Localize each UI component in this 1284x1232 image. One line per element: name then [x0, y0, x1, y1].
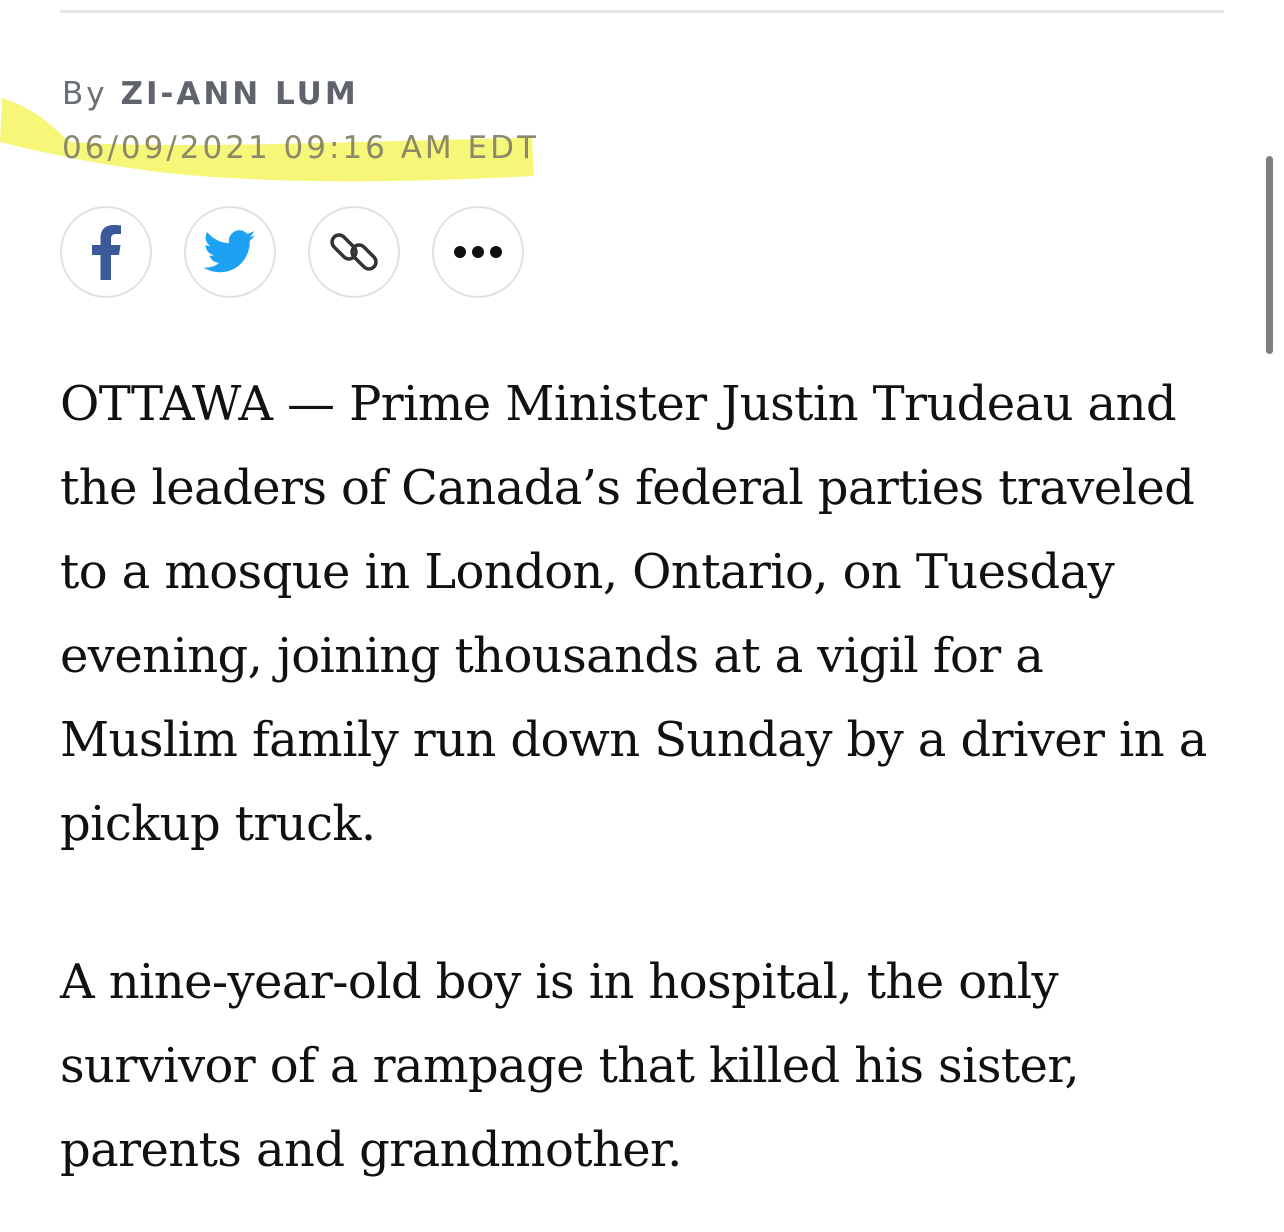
- share-bar: [60, 206, 524, 298]
- twitter-bird-icon: [203, 230, 257, 274]
- article-paragraph: A nine-year-old boy is in hospital, the only survivor of a rampage that killed his sister, parents and grandmother.: [60, 954, 1080, 1178]
- ellipsis-icon: [450, 244, 506, 260]
- byline-prefix: By: [62, 76, 108, 112]
- facebook-icon: [89, 224, 123, 280]
- twitter-share-button[interactable]: [184, 206, 276, 298]
- link-icon: [326, 224, 382, 280]
- author-name[interactable]: ZI-ANN LUM: [120, 76, 359, 112]
- top-divider: [60, 10, 1224, 13]
- scrollbar-thumb[interactable]: [1266, 156, 1273, 354]
- more-options-button[interactable]: [432, 206, 524, 298]
- publish-timestamp: 06/09/2021 09:16 AM EDT: [62, 130, 539, 166]
- byline: [62, 76, 359, 112]
- facebook-share-button[interactable]: [60, 206, 152, 298]
- article-paragraph: OTTAWA — Prime Minister Justin Trudeau and the leaders of Canada’s federal parties traveled to a mosque in London, Ontario, on Tuesday evening, joining thousands at a vigil for a Muslim family run down Sunday by a driver in a pickup truck.: [60, 376, 1207, 852]
- article-body: [60, 362, 1230, 1192]
- copy-link-button[interactable]: [308, 206, 400, 298]
